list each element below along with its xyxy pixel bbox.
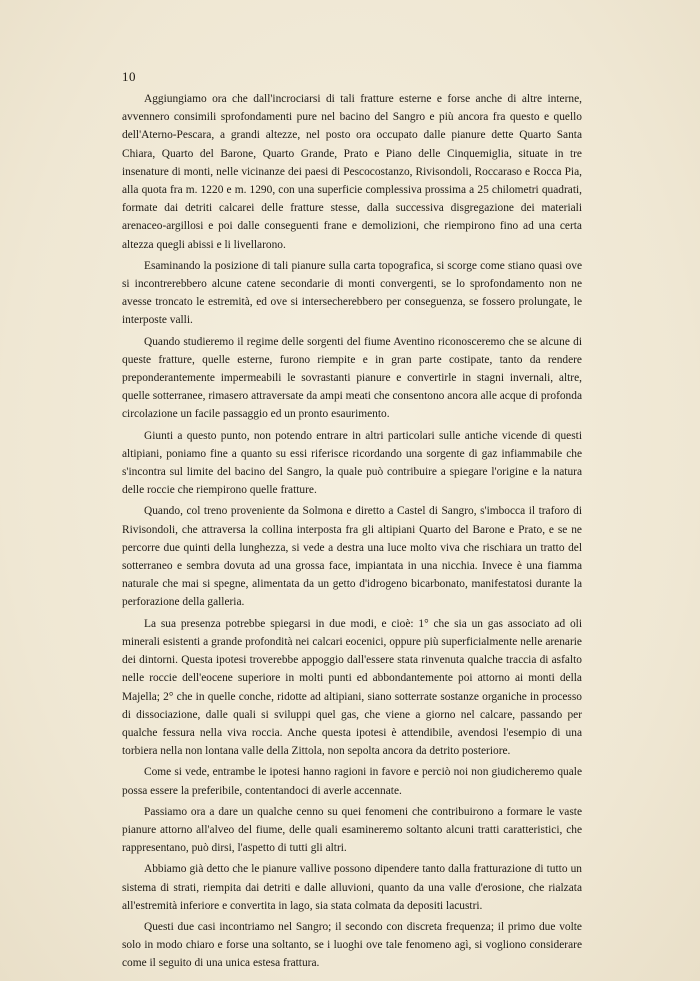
paragraph: Abbiamo già detto che le pianure vallive possono dipendere tanto dalla fratturazione di tutto un sistema di strati, riempita dai detriti e dalle alluvioni, quanto da una valle d'erosione, che rialzata all'estremità inferiore e convertita in lago, sia stata colmata da depositi lacustri. [122,863,582,912]
paragraph: Esaminando la posizione di tali pianure sulla carta topografica, si scorge come stiano quasi ove si incontrerebbero alcune catene secondarie di monti convergenti, se lo sprofondamento non ne avesse troncato le estremità, ed ove si intersecherebbero per conseguenza, se fossero prolungate, le interposte valli. [122,259,582,327]
paragraph: La sua presenza potrebbe spiegarsi in due modi, e cioè: 1° che sia un gas associato ad oli minerali esistenti a grande profondità nei calcari eocenici, oppure più superficialmente nelle arenarie dei dintorni. Questa ipotesi troverebbe appoggio dall'essere stata rinvenuta qualche traccia di asfalto nelle roccie dell'eocene superiore in molti punti ed abbondantemente poi attorno ai monti della Majella; 2° che in quelle conche, ridotte ad altipiani, siano sotterrate sostanze organiche in processo di dissociazione, dalle quali si sviluppi quel gas, che viene a giorno nel calcare, passando per qualche fessura nella viva roccia. Anche questa ipotesi è attendibile, avendosi l'esempio di una torbiera nella non lontana valle della Zittola, non sepolta ancora da detrito posteriore. [122,617,582,758]
paragraph: Come si vede, entrambe le ipotesi hanno ragioni in favore e perciò noi non giudicheremo quale possa essere la preferibile, contentandoci di averle accennate. [122,766,582,797]
paragraph: Quando studieremo il regime delle sorgenti del fiume Aventino riconosceremo che se alcune di queste fratture, quelle esterne, furono riempite e in gran parte costipate, tanto da rendere preponderantemente impermeabili le sovrastanti pianure e convertirle in stagni invernali, altre, quelle sotterranee, rimasero attraversate da ampi meati che consentono ancora alle acque di profonda circolazione un facile passaggio ed un pronto esaurimento. [122,335,582,421]
paragraph: Aggiungiamo ora che dall'incrociarsi di tali fratture esterne e forse anche di altre interne, avvennero consimili sprofondamenti pure nel bacino del Sangro e più ancora fra questo e quello dell'Aterno-Pescara, a grandi altezze, nel posto ora occupato dalle pianure dette Quarto Santa Chiara, Quarto del Barone, Quarto Grande, Prato e Piano delle Cinquemiglia, situate in tre insenature di monti, nelle vicinanze dei paesi di Pescocostanzo, Rivisondoli, Roccaraso e Rocca Pia, alla quota fra m. 1220 e m. 1290, con una superficie complessiva prossima a 25 chilometri quadrati, formate dai detriti calcarei delle fratture stesse, dalla successiva disgregazione dei materiali arenaceo-argillosi e poi dalle conseguenti frane e demolizioni, che riempirono fino ad una certa altezza quegli abissi e li livellarono. [122,93,582,251]
page-number: 10 [122,69,136,84]
paragraph: Passiamo ora a dare un qualche cenno su quei fenomeni che contribuirono a formare le vaste pianure attorno all'alveo del fiume, delle quali esamineremo soltanto alcuni tratti caratteristici, che rappresentano, può dirsi, l'aspetto di tutti gli altri. [122,805,582,855]
body-text [122,90,582,976]
paragraph: Questi due casi incontriamo nel Sangro; il secondo con discreta frequenza; il primo due volte solo in modo chiaro e forse una soltanto, se i luoghi ove tale fenomeno agì, si vogliono considerare come il seguito di una unica estesa frattura. [122,920,582,970]
paragraph: Quando, col treno proveniente da Solmona e diretto a Castel di Sangro, s'imbocca il traforo di Rivisondoli, che attraversa la collina interposta fra gli altipiani Quarto del Barone e Prato, e se ne percorre due quinti della lunghezza, si vede a destra una luce molto viva che rischiara un tratto del sotterraneo e sembra dovuta ad una grossa face, impiantata in una nicchia. Invece è una fiamma naturale che mai si spegne, alimentata da un getto d'idrogeno bicarbonato, manifestatosi durante la perforazione della galleria. [122,505,582,609]
paragraph: Giunti a questo punto, non potendo entrare in altri particolari sulle antiche vicende di questi altipiani, poniamo fine a quanto su essi riferisce ricordando una sorgente di gaz infiammabile che s'incontra sul limite del bacino del Sangro, la quale può contribuire a spiegare l'origine e la natura delle roccie che riempirono quelle fratture. [122,429,582,497]
